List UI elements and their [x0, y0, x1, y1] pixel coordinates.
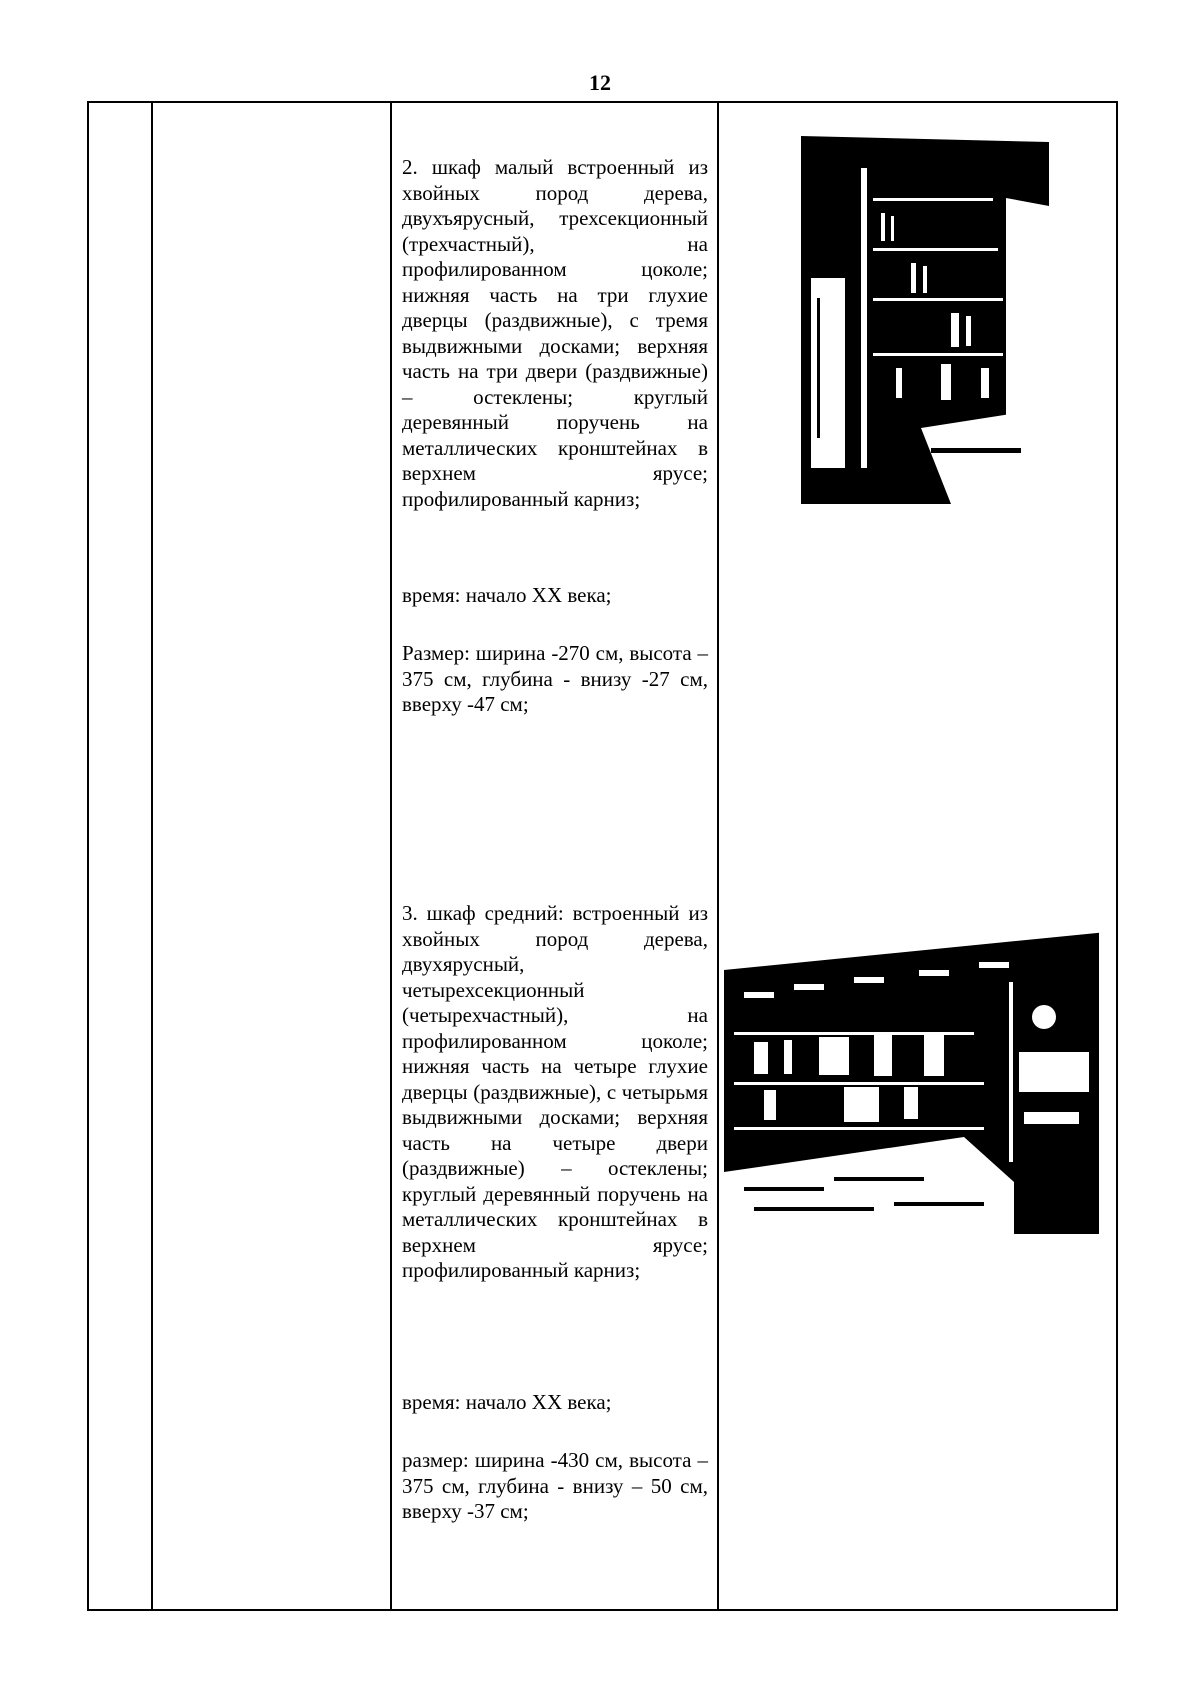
column-divider-1	[151, 101, 153, 1611]
entry-3-description: 3. шкаф средний: встроенный из хвойных пород дерева, двухярусный, четырехсекционный (четырехчастный), на профилированном цоколе; нижняя часть на четыре глухие дверцы (раздвижные), с четырьмя выдвижными досками; верхняя часть на четыре двери (раздвижные) – остеклены; круглый деревянный поручень на металлических кронштейнах в верхнем ярусе; профилированный карниз;	[402, 901, 708, 1282]
entry-2-size: Размер: ширина -270 см, высота – 375 см, глубина - внизу -27 см, вверху -47 см;	[402, 641, 708, 716]
entry-3-size: размер: ширина -430 см, высота – 375 см, глубина - внизу – 50 см, вверху -37 см;	[402, 1448, 708, 1523]
bookcase-photo	[724, 922, 1107, 1234]
table-border-left	[87, 101, 89, 1611]
table-top-border	[87, 101, 1118, 103]
entry-2-time: время: начало XX века;	[402, 583, 612, 607]
entry-3-time: время: начало XX века;	[402, 1390, 612, 1414]
entry-2-description: 2. шкаф малый встроенный из хвойных пород дерева, двухъярусный, трехсекционный (трехчастный), на профилированном цоколе; нижняя часть на три глухие дверцы (раздвижные), с тремя выдвижными досками; верхняя часть на три двери (раздвижные) – остеклены; круглый деревянный поручень на металлических кронштейнах в верхнем ярусе; профилированный карниз;	[402, 155, 708, 511]
table-border-right	[1116, 101, 1118, 1611]
column-divider-2	[390, 101, 392, 1611]
page-number: 12	[589, 70, 611, 95]
table-bottom-border	[87, 1609, 1118, 1611]
bookcase-photo	[801, 128, 1049, 504]
column-divider-3	[717, 101, 719, 1611]
